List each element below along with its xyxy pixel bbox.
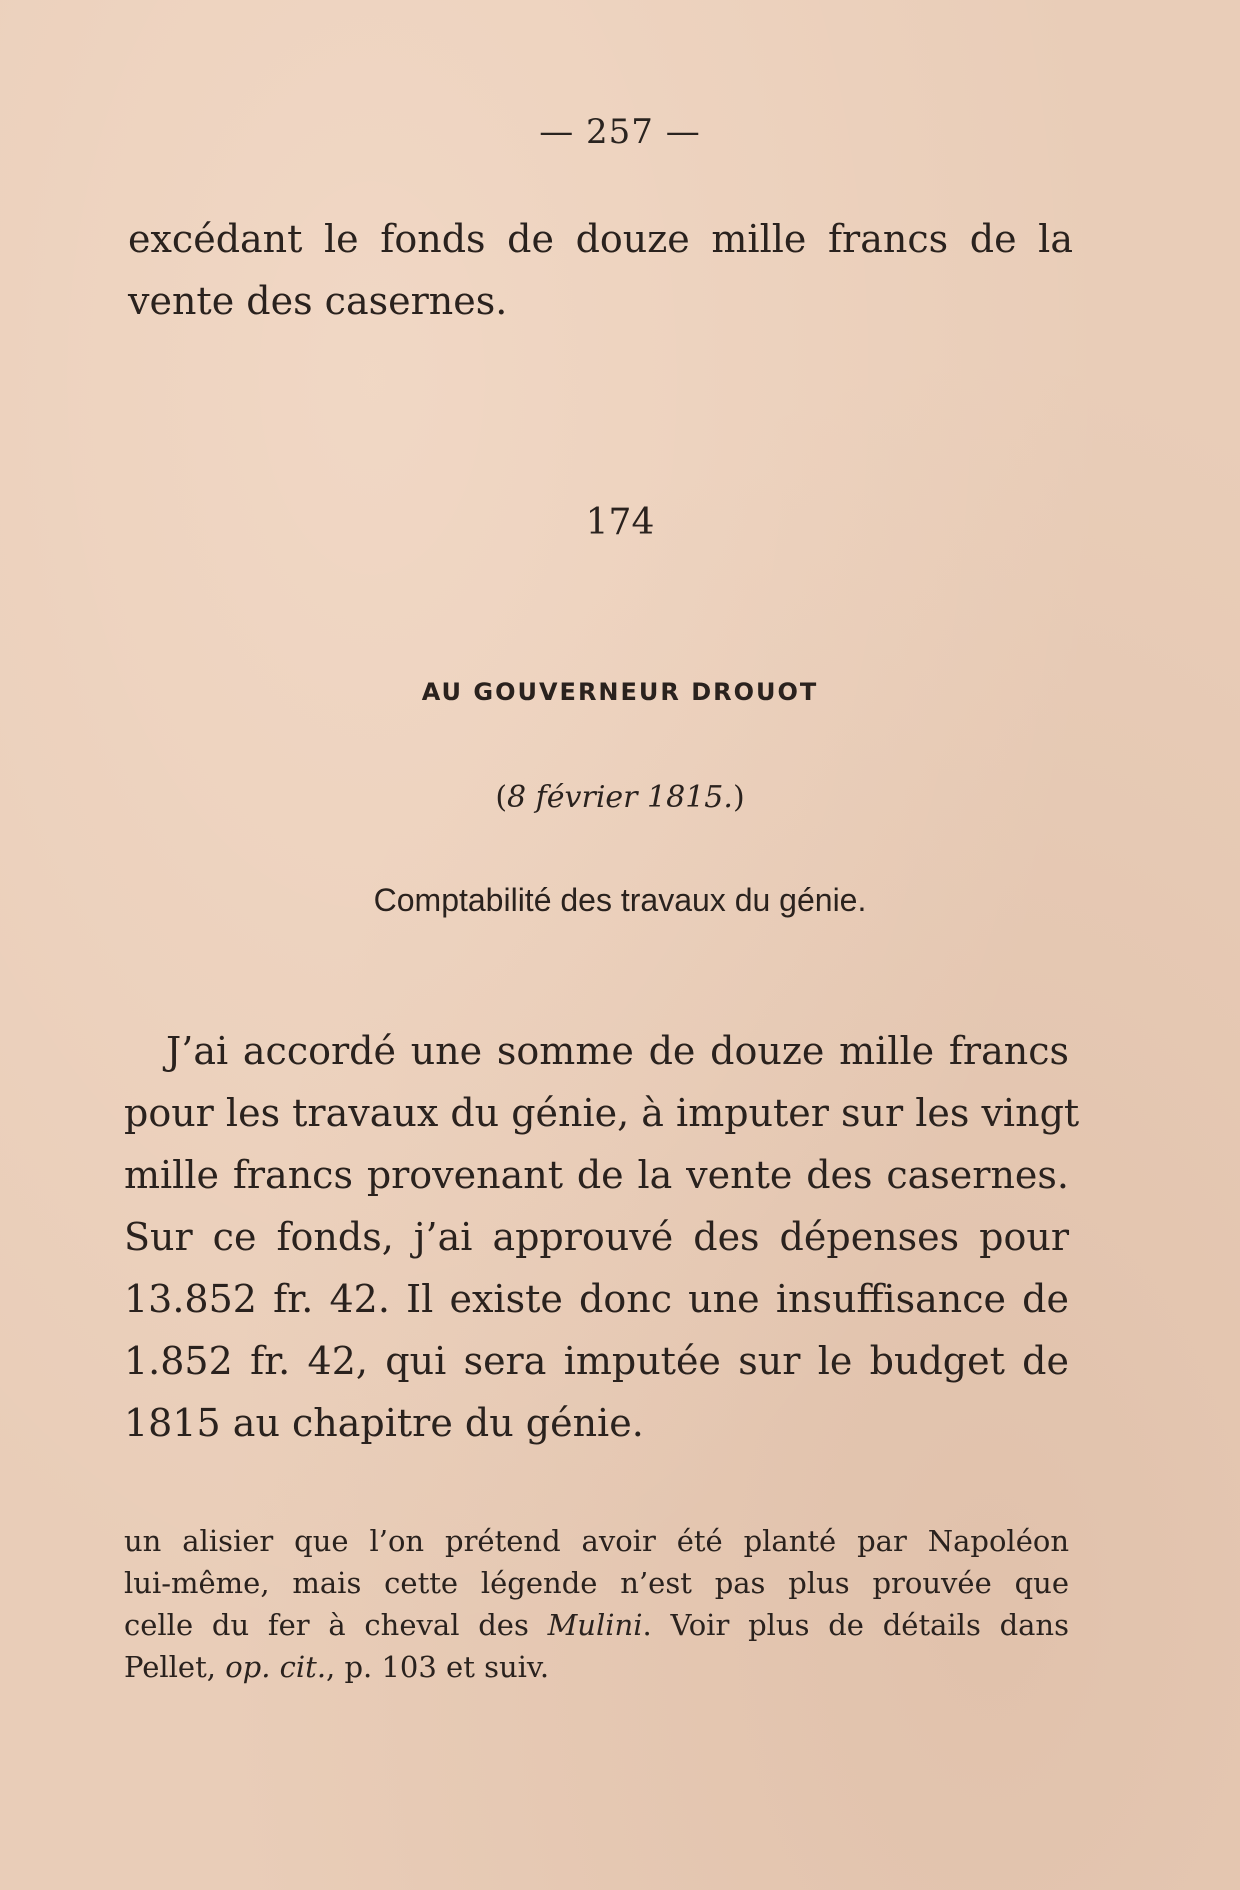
body-line: mille francs provenant de la vente des casernes. xyxy=(124,1153,1069,1197)
continuation-line: excédant le fonds de douze mille francs de la xyxy=(128,217,1073,261)
letter-date xyxy=(0,780,1240,815)
date-open-paren: ( xyxy=(495,780,508,815)
footnote-line xyxy=(124,1604,1069,1646)
letter-recipient: AU GOUVERNEUR DROUOT xyxy=(421,678,819,706)
letter-number: 174 xyxy=(585,502,655,543)
body-line: 1.852 fr. 42, qui sera imputée sur le budget de xyxy=(124,1339,1069,1383)
footnote-line: lui-même, mais cette légende n’est pas plus prouvée que xyxy=(124,1566,1069,1600)
body-line: 1815 au chapitre du génie. xyxy=(124,1401,644,1445)
body-line: 13.852 fr. 42. Il existe donc une insuffisance de xyxy=(124,1277,1069,1321)
page-number: — 257 — xyxy=(539,112,701,152)
footnote xyxy=(124,1520,1069,1688)
footnote-text: Pellet, xyxy=(124,1650,226,1684)
footnote-text: . Voir plus de détails dans xyxy=(642,1608,1069,1642)
date-close-paren: ) xyxy=(732,780,745,815)
body-line: pour les travaux du génie, à imputer sur les vingt xyxy=(124,1091,1080,1135)
footnote-text: celle du fer à cheval des xyxy=(124,1608,548,1642)
body-line: J’ai accordé une somme de douze mille francs xyxy=(166,1029,1069,1073)
footnote-text: , p. 103 et suiv. xyxy=(326,1650,550,1684)
continuation-paragraph xyxy=(128,208,1073,332)
footnote-italic: Mulini xyxy=(547,1608,643,1642)
footnote-line: un alisier que l’on prétend avoir été planté par Napoléon xyxy=(124,1524,1069,1558)
letter-subject: Comptabilité des travaux du génie. xyxy=(373,882,867,918)
footnote-line xyxy=(124,1646,1069,1688)
body-line: Sur ce fonds, j’ai approuvé des dépenses pour xyxy=(124,1215,1069,1259)
letter-body xyxy=(124,1020,1080,1454)
continuation-line: vente des casernes. xyxy=(128,279,508,323)
footnote-italic: op. cit. xyxy=(225,1650,327,1684)
date-text: 8 février 1815. xyxy=(507,780,733,815)
